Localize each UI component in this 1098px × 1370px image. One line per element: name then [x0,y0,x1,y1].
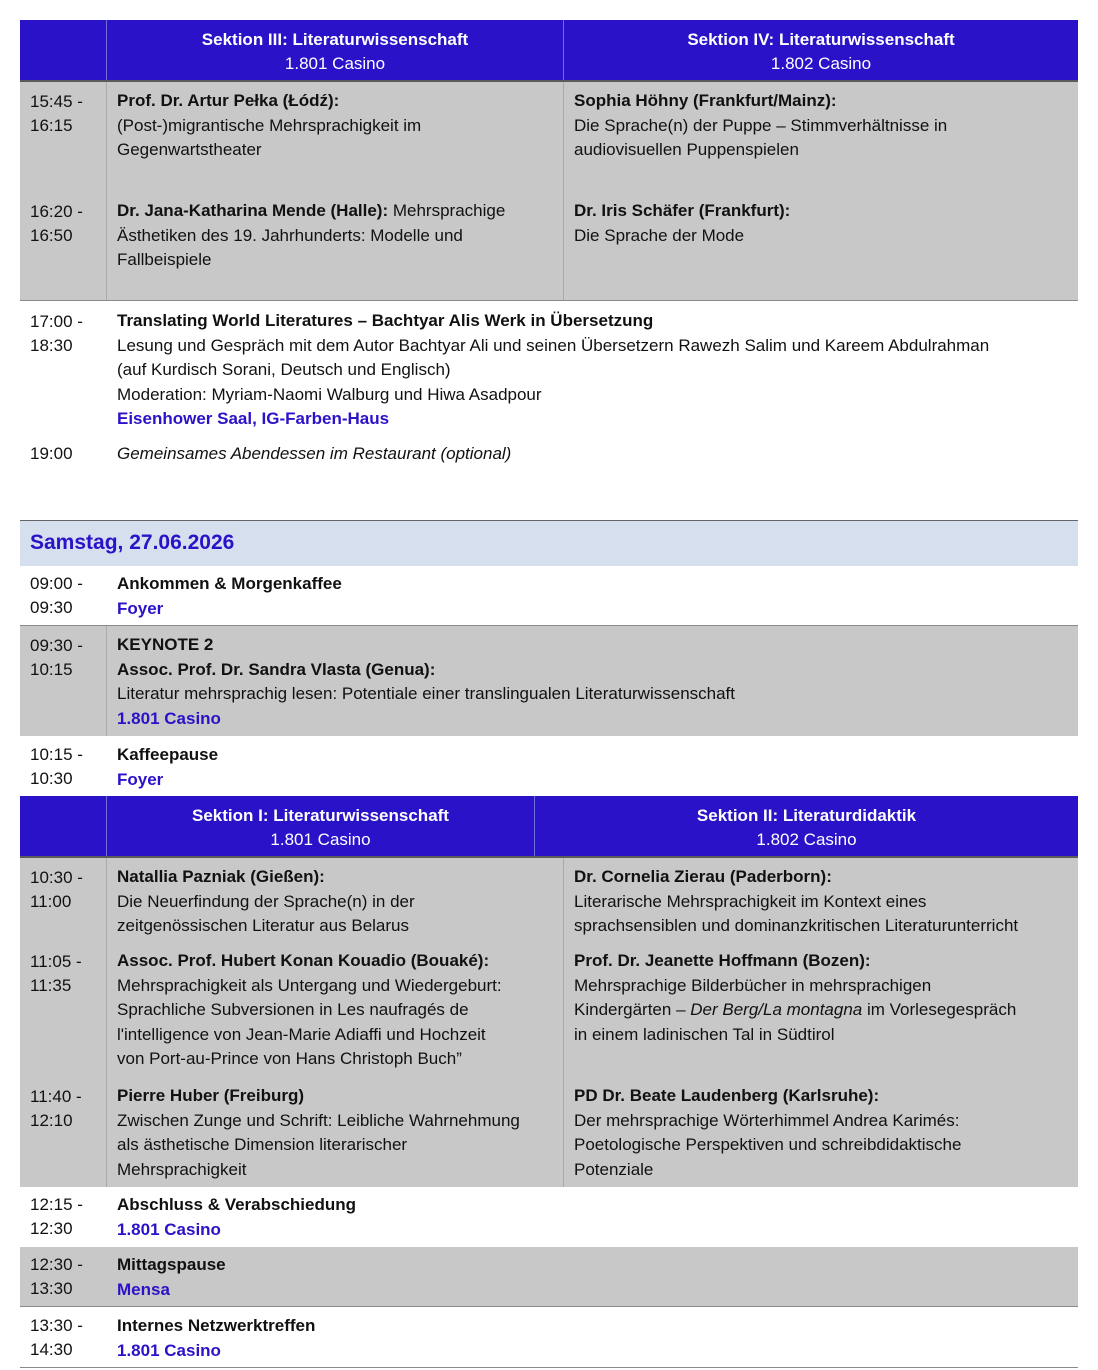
keynote-event [20,626,1078,736]
talk-title-part: Kindergärten – [574,1000,691,1019]
session-slot [20,944,1078,1079]
speaker-name: Prof. Dr. Artur Pełka (Łódź): [117,91,340,110]
slot-time: 11:05 - 11:35 [30,952,82,995]
speaker-name: Pierre Huber (Freiburg) [117,1086,305,1105]
session-slot [20,192,1078,301]
event-title: Mittagspause [117,1255,226,1274]
event-title: Gemeinsames Abendessen im Restaurant (optional) [117,444,512,463]
section-room: 1.802 Casino [756,830,857,849]
talk-title: Der mehrsprachige Wörterhimmel Andrea Karimés: Poetologische Perspektiven und schreibdidaktische Potenziale [574,1110,962,1179]
section-room: 1.802 Casino [770,54,872,73]
event-location: 1.801 Casino [117,1340,221,1360]
talk-title: Die Sprache(n) der Puppe – Stimmverhältnisse in audiovisuellen Puppenspielen [574,115,948,159]
speaker-name: Sophia Höhny (Frankfurt/Mainz): [574,91,837,110]
slot-time: 16:20 - 16:50 [30,202,83,245]
talk-title-line: in einem ladinischen Tal in Südtirol [574,1024,835,1044]
event-title: Ankommen & Morgenkaffee [117,574,342,593]
session-slot [20,82,1078,192]
slot-time: 15:45 - 16:15 [30,92,83,135]
section-room: 1.801 Casino [270,830,371,849]
network-event [20,1309,1078,1368]
talk-title: Die Sprache der Mode [574,225,745,245]
slot-time: 19:00 [30,444,73,463]
day-header [20,520,1078,566]
talk-title-line: Mehrsprachige Bilderbücher in mehrsprachigen [574,975,932,995]
section-title: Sektion II: Literaturdidaktik [696,806,917,825]
speaker-name: Assoc. Prof. Dr. Sandra Vlasta (Genua): [117,659,436,679]
reading-event [20,302,1078,432]
speaker-name: Dr. Jana-Katharina Mende (Halle): [117,201,389,220]
event-location: Mensa [117,1279,170,1299]
lunch-break [20,1247,1078,1307]
section-2-header [535,796,1078,856]
session-slot [20,1079,1078,1187]
section-room: 1.801 Casino [284,54,386,73]
event-title: Kaffeepause [117,745,219,764]
event-title: Translating World Literatures – Bachtyar Alis Werk in Übersetzung [117,311,654,330]
event-moderation: Moderation: Myriam-Naomi Walburg und Hiwa Asadpour [117,384,542,404]
day-label: Samstag, 27.06.2026 [30,531,235,554]
event-location: Eisenhower Saal, IG-Farben-Haus [117,409,390,428]
event-title: Abschluss & Verabschiedung [117,1195,357,1214]
talk-title: Literarische Mehrsprachigkeit im Kontext eines sprachsensiblen und dominanzkritischen Literaturunterricht [574,891,1019,935]
event-description: Lesung und Gespräch mit dem Autor Bachtyar Ali und seinen Übersetzern Rawezh Salim und Kareem Abdulrahman [117,335,990,355]
slot-time: 09:30 - 10:15 [30,636,83,679]
section-header-3-4 [20,20,1078,82]
slot-time: 10:30 - 11:00 [30,868,83,911]
slot-time: 11:40 - 12:10 [30,1087,82,1130]
slot-time: 12:30 - 13:30 [30,1255,83,1298]
event-location: 1.801 Casino [117,1219,221,1239]
speaker-name: Assoc. Prof. Hubert Konan Kouadio (Bouaké): [117,951,490,970]
talk-title: (Post-)migrantische Mehrsprachigkeit im Gegenwartstheater [117,115,422,159]
slot-time: 17:00 - 18:30 [30,312,83,355]
speaker-name: Dr. Iris Schäfer (Frankfurt): [574,201,791,220]
speaker-name: Natallia Pazniak (Gießen): [117,867,325,886]
arrival-event [20,566,1078,626]
section-1-header [107,796,534,856]
event-location: Foyer [117,598,164,618]
talk-title: Literatur mehrsprachig lesen: Potentiale einer translingualen Literaturwissenschaft [117,684,736,703]
dinner-event [20,440,1078,470]
slot-time: 10:15 - 10:30 [30,745,83,788]
slot-time: 12:15 - 12:30 [30,1195,83,1238]
talk-title: Ästhetiken des 19. Jahrhunderts: Modelle und Fallbeispiele [117,225,463,269]
section-4-header [564,20,1078,80]
speaker-name: Prof. Dr. Jeanette Hoffmann (Bozen): [574,951,871,970]
section-title: Sektion IV: Literaturwissenschaft [687,30,955,49]
section-title: Sektion I: Literaturwissenschaft [192,806,449,825]
section-3-header [107,20,563,80]
slot-time: 13:30 - 14:30 [30,1316,83,1359]
event-location: Foyer [117,769,164,789]
section-title: Sektion III: Literaturwissenschaft [201,30,469,49]
talk-title: Zwischen Zunge und Schrift: Leibliche Wahrnehmung als ästhetische Dimension literarischer Mehrsprachigkeit [117,1110,520,1179]
talk-title: Die Neuerfindung der Sprache(n) in der zeitgenössischen Literatur aus Belarus [117,891,415,935]
talk-title: Mehrsprachigkeit als Untergang und Wiedergeburt: Sprachliche Subversionen in Les naufragés de l'intelligence von Jean-Marie Adiaffi und Hochzeit von Port-au-Prince von Hans Christoph Buch” [117,975,502,1068]
book-title: Der Berg/La montagna [690,1000,863,1019]
section-header-1-2 [20,796,1078,858]
speaker-name: PD Dr. Beate Laudenberg (Karlsruhe): [574,1086,880,1105]
keynote-label: KEYNOTE 2 [117,635,214,654]
event-languages: (auf Kurdisch Sorani, Deutsch und Englisch) [117,360,451,379]
session-slot [20,858,1078,944]
closing-event [20,1188,1078,1246]
event-title: Internes Netzwerktreffen [117,1316,316,1335]
slot-time: 09:00 - 09:30 [30,574,83,617]
speaker-name: Dr. Cornelia Zierau (Paderborn): [574,867,832,886]
talk-title-start: Mehrsprachige [388,201,506,220]
event-location: 1.801 Casino [117,708,221,728]
coffee-break [20,738,1078,796]
talk-title-part: im Vorlesegespräch [862,1000,1017,1019]
